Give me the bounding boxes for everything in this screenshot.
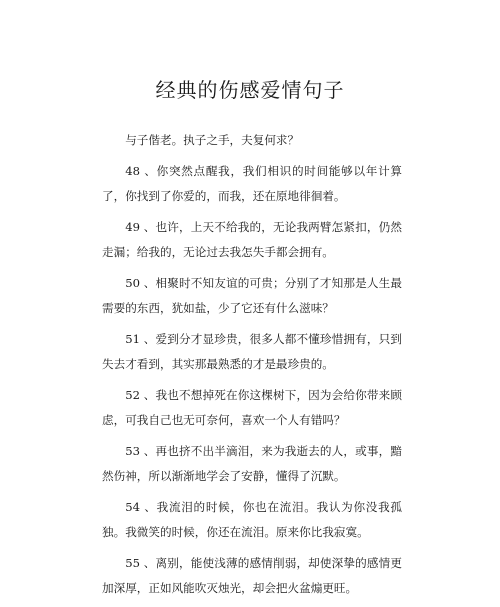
paragraph: 54 、我流泪的时候，你也在流泪。我认为你没我孤独。我微笑的时候，你还在流泪。原来你比我寂寞。: [102, 500, 402, 539]
paragraph: 50 、相聚时不知友谊的可贵；分别了才知那是人生最需要的东西，犹如盐，少了它还有什么滋味？: [102, 276, 402, 315]
paragraph: 与子偕老。执子之手，夫复何求？: [125, 133, 300, 147]
paragraph: 53 、再也挤不出半滴泪，来为我逝去的人，或事，黯然伤神，所以渐渐地学会了安静，懂得了沉默。: [102, 444, 402, 483]
paragraph: 52 、我也不想掉死在你这棵树下，因为会给你带来顾虑，可我自己也无可奈何，喜欢一个人有错吗？: [102, 388, 402, 427]
paragraph: 48 、你突然点醒我，我们相识的时间能够以年计算了，你找到了你爱的，而我，还在原地徘徊着。: [102, 164, 402, 203]
paragraph: 51 、爱到分才显珍贵，很多人都不懂珍惜拥有，只到失去才看到，其实那最熟悉的才是最珍贵的。: [102, 332, 402, 371]
document-title: 经典的伤感爱情句子: [155, 78, 345, 102]
paragraph: 55 、离别，能使浅薄的感情削弱，却使深挚的感情更加深厚，正如风能吹灭烛光，却会把火盆煽更旺。: [102, 556, 402, 595]
paragraph: 49 、也许，上天不给我的，无论我两臂怎紧扣，仍然走漏；给我的，无论过去我怎失手都会拥有。: [102, 220, 402, 259]
document-body: [102, 128, 402, 607]
